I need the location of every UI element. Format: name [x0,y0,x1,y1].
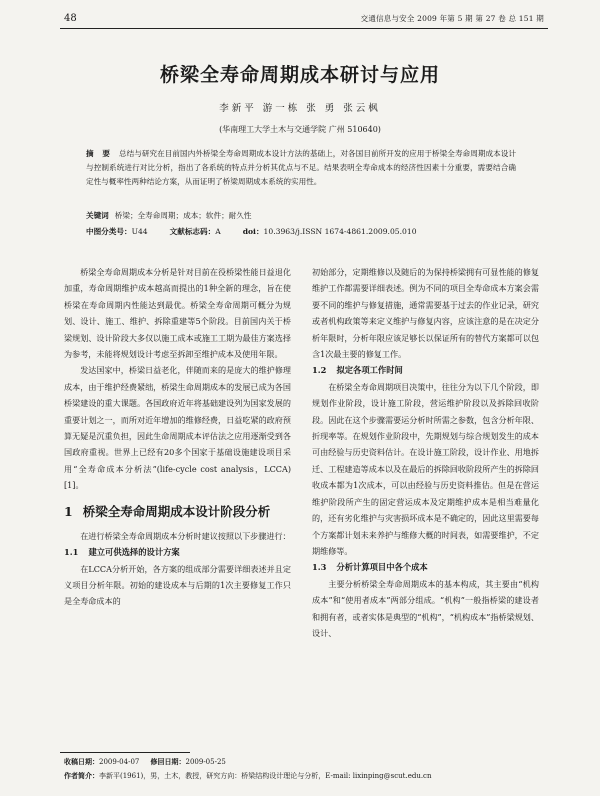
revised-date: 2009-05-25 [185,758,226,766]
left-column [64,264,291,610]
section-1-3-title: 分析计算项目中各个成本 [336,562,428,573]
section-1-heading [64,502,291,522]
revised-label: 修回日期： [150,757,186,766]
keywords-text: 桥梁；全寿命周期；成本；软件；耐久性 [114,211,252,220]
footnote-dates [64,757,534,767]
footnote-rule [60,752,190,753]
clc-label: 中图分类号： [86,227,132,236]
abstract [86,147,516,189]
doc-code-label: 文献标志码： [169,227,216,236]
section-1-3-number: 1.3 [312,562,327,573]
intro-paragraph-1: 桥梁全寿命周期成本分析是针对目前在役桥梁性能日益退化加重，寿命周期维护成本越高而提出的1种全新的理念，旨在使桥梁在寿命周期内性能达到最优。桥梁全寿命周期可概分为规划、设计、施工、维护、拆除重建等5个阶段。目前国内关于桥梁规划、设计阶段大多仅以施工成本或施工工期为最佳方案选择为参考，未能将规划设计考虑至拆卸至维护成本及使用年限。 [64,267,291,360]
received-date: 2009-04-07 [99,758,140,766]
doi-label: doi： [242,227,264,236]
affiliation: (华南理工大学土木与交通学院 广州 510640) [219,125,381,134]
section-1-1-number: 1.1 [64,547,79,558]
abstract-label: 摘 要 [86,149,113,158]
journal-info: 交通信息与安全 2009 年第 5 期 第 27 卷 总 151 期 [360,14,544,23]
section-1-number: 1 [64,503,73,519]
section-1-1-title: 建立可供选择的设计方案 [88,547,180,558]
abstract-text: 总结与研究在目前国内外桥梁全寿命周期成本设计方法的基础上，对各国目前所开发的应用于桥梁全寿命周期成本设计与控制系统进行对比分析，指出了各系统的特点并分析其优点与不足。结果表明全寿命成本的经济性因素十分重要，需要结合确定性与概率性两种结论方案，从而证明了桥梁周期成本系统的实用性。 [86,149,516,186]
footnote-author [64,771,534,781]
clc-value: U44 [131,227,148,236]
section-1-1-paragraph: 在LCCA分析开始，各方案的组成部分需要详细表述并且定义项目分析年限。初始的建设成本与后期的1次主要修复工作只是全寿命成本的 [64,563,291,607]
section-1-title: 桥梁全寿命周期成本设计阶段分析 [82,503,271,519]
section-1-1-heading [64,544,291,560]
section-1-3-paragraph: 主要分析桥梁全寿命周期成本的基本构成，其主要由“机构成本”和“使用者成本”两部分组成。“机构”一般指桥梁的建设者和拥有者，或者实体是典型的“机构”，“机构成本”指桥梁规划、设计、 [312,578,539,638]
continued-paragraph: 初始部分，定期维修以及随后的为保持桥梁拥有可显性能的修复维护工作都需要详细表述。例为不同的项目全寿命成本方案会需要不同的维护与修复措施，通常需要基于过去的作业记录，研究或者机构政策等来定义维护与修复内容，应该注意的是在决定分析年限时，分析年限应该足够长以保证所有的替代方案都可以包含1次最主要的修复工作。 [312,267,539,360]
section-1-2-heading [312,362,539,378]
received-label: 收稿日期： [64,757,99,766]
section-1-2-paragraph: 在桥梁全寿命周期项目决策中，往往分为以下几个阶段，即规划作业阶段，设计施工阶段，营运维护阶段以及拆除回收阶段。因此在这个步骤需要运分析时所需之参数，包含分析年限、折现率等。在规划作业阶段中，先期规划与综合规划发生的成本可由经验与历史资料估计。在设计施工阶段，设计作业、用地拆迁、工程建造等成本以及在最后的拆除回收阶段所产生的拆除回收成本都为1次成本，可以由经验与历史资料推估。但是在营运维护阶段所产生的固定营运成本及定期维护成本是相当难量化的，还有劣化维护与灾害损坏成本是不确定的，因此这里需要每个方案都计划未来养护与维修大概的时间表，如需要维护，不定期维修等。 [312,381,539,556]
section-1-paragraph: 在进行桥梁全寿命周期成本分析时建议按照以下步骤进行： [80,530,291,541]
section-1-2-title: 拟定各项工作时间 [336,365,403,376]
doc-code-value: A [215,227,221,236]
page-number: 48 [64,13,77,24]
author-bio-text: 李新平(1961)，男，土木，教授，研究方向：桥梁结构设计理论与分析，E-mail: lixinping@scut.edu.cn [99,772,432,780]
intro-paragraph-2: 发达国家中，桥梁日益老化，伴随而来的是庞大的维护修理成本，由于维护经费紧绌，桥梁生命周期成本的发展已成为各国桥梁建设的重大课题。各国政府近年将基础建设列为国家发展的重要计划之一，而所对近年增加的维修经费，日益吃紧的政府预算无疑是沉重负担，因此生命周期成本评估法之应用逐渐受到各国政府重视。世界上已经有20多个国家于基础设施建设项目采用“全寿命成本分析法”(life-cycle cost analysis，LCCA)[1]。 [64,365,291,491]
section-1-2-number: 1.2 [312,365,327,376]
author-bio-label: 作者简介： [64,771,99,780]
authors: 李新平 游一栋 张 勇 张云枫 [219,103,381,114]
keywords-label: 关键词 [86,211,109,220]
doi-value: 10.3963/j.ISSN 1674-4861.2009.05.010 [263,227,417,236]
right-column [312,264,539,641]
paper-title: 桥梁全寿命周期成本研讨与应用 [159,64,440,86]
header-rule [60,28,548,29]
keywords [86,210,516,221]
classification-meta [86,226,526,237]
section-1-3-heading [312,559,539,575]
